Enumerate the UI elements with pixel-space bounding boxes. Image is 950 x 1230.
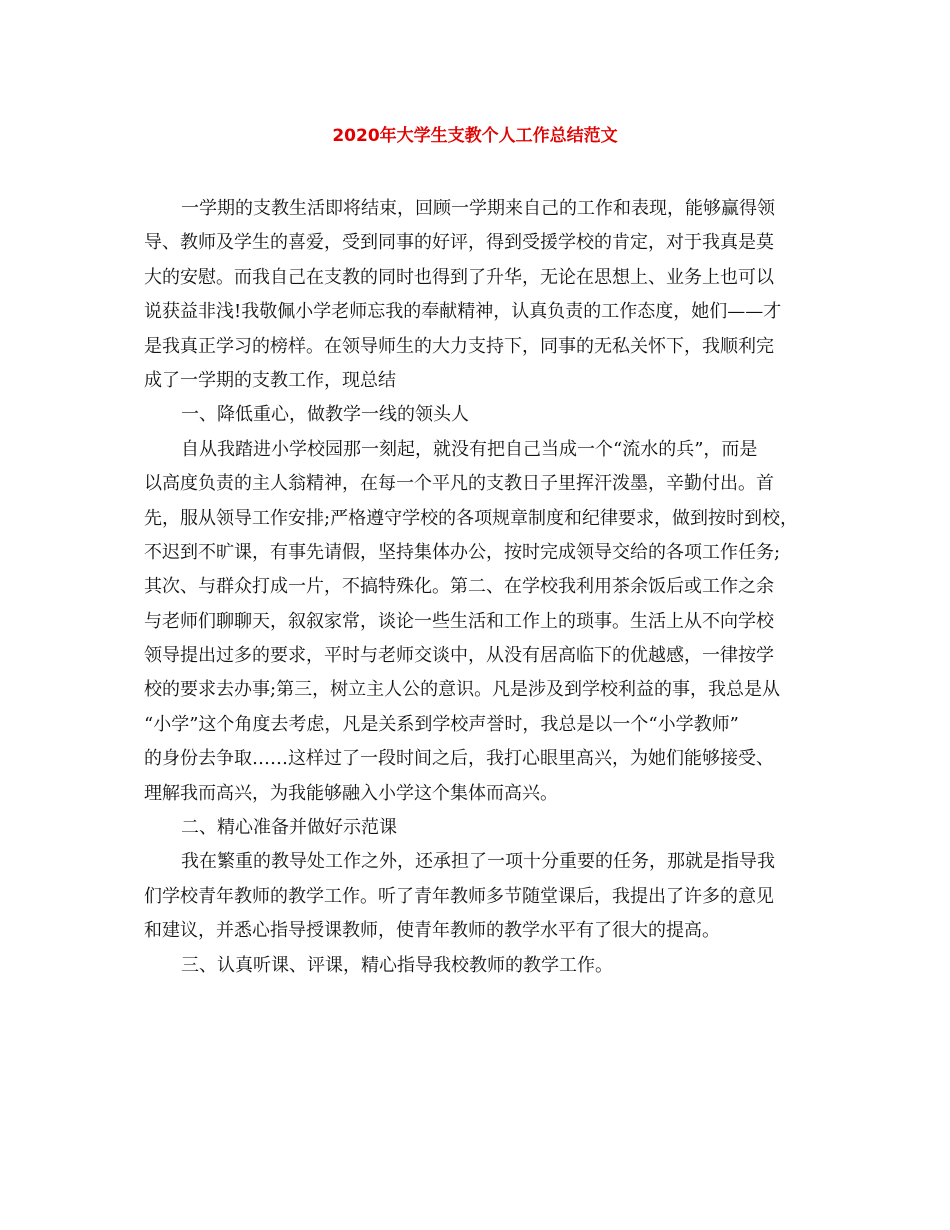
paragraph-line: 以高度负责的主人翁精神，在每一个平凡的支教日子里挥汗泼墨，辛勤付出。首 (144, 473, 774, 495)
paragraph-line: 大的安慰。而我自己在支教的同时也得到了升华，无论在思想上、业务上也可以 (144, 266, 774, 288)
paragraph-line: 其次、与群众打成一片，不搞特殊化。第二、在学校我利用茶余饭后或工作之余 (144, 576, 774, 598)
paragraph-line: 理解我而高兴，为我能够融入小学这个集体而高兴。 (144, 782, 558, 804)
paragraph-line: 我在繁重的教导处工作之外，还承担了一项十分重要的任务，那就是指导我 (181, 851, 775, 873)
paragraph-line: 成了一学期的支教工作，现总结 (144, 369, 396, 391)
paragraph-line: 们学校青年教师的教学工作。听了青年教师多节随堂课后，我提出了许多的意见 (144, 885, 774, 907)
paragraph-line: 不迟到不旷课，有事先请假，坚持集体办公，按时完成领导交给的各项工作任务; (144, 541, 781, 563)
paragraph-line: 是我真正学习的榜样。在领导师生的大力支持下，同事的无私关怀下，我顺利完 (144, 335, 774, 357)
paragraph-line: “小学”这个角度去考虑，凡是关系到学校声誉时，我总是以一个“小学教师” (144, 713, 739, 735)
document-title: 2020年大学生支教个人工作总结范文 (332, 126, 618, 146)
paragraph-line: 校的要求去办事;第三，树立主人公的意识。凡是涉及到学校利益的事，我总是从 (144, 679, 781, 701)
paragraph-line: 说获益非浅!我敬佩小学老师忘我的奉献精神，认真负责的工作态度，她们——才 (144, 301, 782, 323)
document-body (144, 192, 808, 983)
paragraph-line: 自从我踏进小学校园那一刻起，就没有把自己当成一个“流水的兵”，而是 (181, 438, 758, 460)
paragraph-line: 和建议，并悉心指导授课教师，使青年教师的教学水平有了很大的提高。 (144, 920, 720, 942)
paragraph-line: 一学期的支教生活即将结束，回顾一学期来自己的工作和表现，能够赢得领 (181, 198, 775, 219)
paragraph-line: 与老师们聊聊天，叙叙家常，谈论一些生活和工作上的琐事。生活上从不向学校 (144, 610, 774, 632)
section-heading: 二、精心准备并做好示范课 (181, 817, 397, 839)
paragraph-line: 领导提出过多的要求，平时与老师交谈中，从没有居高临下的优越感，一律按学 (144, 645, 774, 667)
paragraph-line: 的身份去争取……这样过了一段时间之后，我打心眼里高兴，为她们能够接受、 (144, 748, 774, 770)
paragraph-line: 导、教师及学生的喜爱，受到同事的好评，得到受援学校的肯定，对于我真是莫 (144, 232, 774, 254)
section-heading: 三、认真听课、评课，精心指导我校教师的教学工作。 (181, 954, 613, 976)
paragraph-line: 先，服从领导工作安排;严格遵守学校的各项规章制度和纪律要求，做到按时到校， (144, 507, 799, 529)
section-heading: 一、降低重心，做教学一线的领头人 (181, 404, 469, 426)
